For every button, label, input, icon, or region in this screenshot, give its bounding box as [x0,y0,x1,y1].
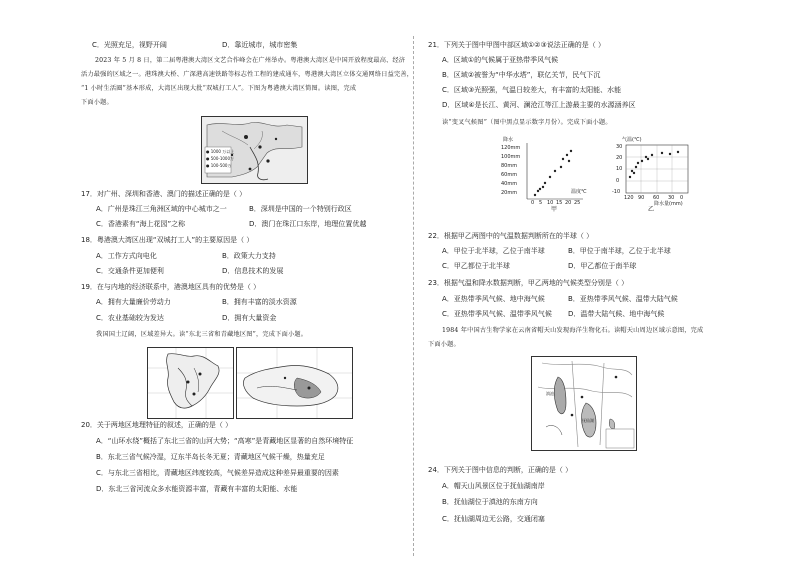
q23-option-c: C．亚热带季风气候、温带季风气候 [442,310,552,318]
chengjiang-region-map-drawing [532,357,636,450]
column-divider [413,36,414,556]
q17-option-d: D．澳门在珠江口东岸，地理位置优越 [249,220,367,228]
q21-option-a: A．区域①的气候属于亚热带季风气候 [442,56,559,64]
jia-ytick-4: 60mm [501,172,518,178]
q23-option-a: A．亚热带季风气候、地中海气候 [442,295,545,303]
yi-ytick-4: 0 [616,178,620,184]
map-legend-3: ● 100-500万 [206,163,232,168]
yi-ytick-5: -10 [612,189,621,195]
q22-option-b: B．甲位于南半球，乙位于北半球 [568,247,671,255]
q21-option-b: B．区域②被誉为“中华水塔”，联亿关节，民气下沉 [442,71,601,79]
q20-option-b: B．东北三省气候冷湿，辽东半岛长冬无夏；青藏地区气候干燥，热量充足 [96,453,325,461]
q22-option-c: C．甲乙都位于北半球 [442,262,510,270]
intro-climate: 读“变叉气候图”（图中黑点显示数字月份）。完成下面小题。 [442,119,612,126]
q19-option-a: A．拥有大量廉价劳动力 [96,298,171,306]
yi-xlabel: 降水量(mm) [654,201,683,207]
q19-option-c: C．农业基础较为发达 [96,314,164,322]
q23-option-d: D．温带大陆气候、地中海气候 [568,310,665,318]
q20-option-d: D．东北三省河流众多水能资源丰富，青藏有丰富的太阳能、水能 [96,485,298,493]
jia-ytick-5: 40mm [501,181,518,187]
intro-greater-bay-line3: “1 小时生活圈”基本形成，大湾区出现大批“双城打工人”。下图为粤港澳大湾区简图。读图，完成 [81,85,357,92]
intro-regions: 我国国土辽阔，区域差异大。读“东北三省和青藏地区图”，完成下面小题。 [96,331,308,338]
map-label-fuxian-lake: 抚仙湖 [582,418,594,423]
jia-ytick-3: 80mm [501,163,518,169]
q18-option-c: C．交通条件更加便利 [96,267,164,275]
q24-stem: 24．下列关于图中信息的判断，正确的是（ ） [428,466,573,474]
intro-greater-bay-line1: 2023 年 5 月 8 日，第二届粤港澳大湾区文艺合作峰会在广州举办。粤港澳大湾区是中国开放程度最高、经济 [95,57,406,64]
jia-ytick-2: 100mm [501,154,521,160]
q21-option-d: D．区域④是长江、黄河、澜沧江等江上游最主要的水源涵养区 [442,101,636,109]
q16-option-c: C．光照充足，视野开阔 [92,41,167,49]
q20-option-c: C．与东北三省相比，青藏地区纬度较高，气候差异造成这种差异最重要的因素 [96,469,339,477]
q23-stem: 23．根据气温和降水数据判断，甲乙两地的气候类型分别是（ ） [428,279,629,287]
q17-option-a: A．广州是珠江三角洲区域的中心城市之一 [96,205,227,213]
tibet-plateau-map-drawing [237,348,352,418]
q22-option-a: A．甲位于北半球，乙位于南半球 [442,247,545,255]
map-legend-2: ● 500-1000万 [206,156,235,161]
q20-option-a: A．“山环水绕”概括了东北三省的山河大势；“高寒”是青藏地区显著的自然环境特征 [96,437,354,445]
q18-option-a: A．工作方式向电化 [96,252,157,260]
q19-option-b: B．拥有丰富的淡水资源 [222,298,297,306]
chengjiang-region-map [531,356,637,451]
jia-xtick-3: 10 [547,200,554,206]
q24-option-a: A．帽天山风景区位于抚仙湖南岸 [442,482,545,490]
q24-option-b: B．抚仙湖位于滇池的东南方向 [442,498,538,506]
yi-xtick-3: 60 [653,195,660,201]
yi-name: 乙 [648,206,655,213]
q21-stem: 21．下列关于图中甲图中部区域①②③说法正确的是（ ） [428,41,605,49]
jia-xlabel: 温度℃ [571,189,587,195]
q17-stem: 17．对广州、深圳和香港、澳门的描述正确的是（ ） [81,190,247,198]
yi-ytick-2: 20 [616,155,623,161]
climate-chart-yi [612,137,692,213]
jia-xtick-5: 20 [565,200,572,206]
northeast-map-drawing [148,348,233,418]
q22-option-d: D．甲乙都位于南半球 [568,262,637,270]
q17-option-c: C．香港素有“海上花园”之称 [96,220,186,228]
jia-ytick-6: 20mm [501,190,518,196]
jia-xtick-1: 0 [531,200,535,206]
greater-bay-map [201,116,308,184]
yi-ytick-3: 10 [616,166,623,172]
q20-stem: 20．关于两地区地理特征的叙述，正确的是（ ） [81,421,233,429]
map-label-dianchi: 滇池 [546,391,554,396]
intro-greater-bay-line4: 下面小题。 [81,99,113,106]
q16-option-d: D．靠近城市，城市密集 [222,41,298,49]
northeast-map [147,347,234,419]
q17-option-b: B．深圳是中国的一个特别行政区 [249,205,352,213]
jia-xtick-4: 15 [556,200,563,206]
yi-ylabel: 气温(℃) [622,137,642,143]
q21-option-c: C．区域③光照强，气温日较差大，有丰富的太阳能、水能 [442,86,622,94]
intro-chengjiang-line1: 1984 年中国古生物学家在云南省帽天山发现海洋生物化石。读帽天山周边区域示意图，完成 [442,327,704,334]
yi-ytick-1: 30 [616,144,623,150]
intro-chengjiang-line2: 下面小题。 [428,341,460,348]
q19-option-d: D．拥有大量资金 [222,314,277,322]
jia-xtick-6: 25 [574,200,581,206]
q19-stem: 19．在与内地的经济联系中，港澳地区具有的优势是（ ） [81,283,261,291]
intro-greater-bay-line2: 活力最强的区域之一。港珠澳大桥、广深港高速铁路等标志性工程的建成通车，粤港澳大湾区立体交通网络日益完善， [81,71,414,78]
q23-option-b: B．亚热带季风气候、温带大陆气候 [568,295,678,303]
tibet-plateau-map [236,347,353,419]
yi-xtick-1: 120 [624,195,634,201]
jia-xtick-2: 5 [539,200,543,206]
yi-xtick-4: 30 [668,195,675,201]
q24-option-c: C．抚仙湖周边无公路，交通闭塞 [442,515,545,523]
q18-option-b: B．政策大力支持 [222,252,276,260]
yi-xtick-5: 0 [680,195,684,201]
yi-xtick-2: 90 [638,195,645,201]
jia-ytick-1: 120mm [501,145,521,151]
q18-option-d: D．信息技术的发展 [222,267,284,275]
q22-stem: 22．根据甲乙两图中的气温数据判断所在的半球（ ） [428,232,594,240]
jia-name: 甲 [551,206,558,213]
map-legend-1: ● 1000 万以上 [206,149,235,154]
jia-ylabel: 降水 [503,137,514,143]
climate-chart-jia [501,137,587,213]
q18-stem: 18．粤港澳大湾区出现“双城打工人”的主要原因是（ ） [81,236,254,244]
